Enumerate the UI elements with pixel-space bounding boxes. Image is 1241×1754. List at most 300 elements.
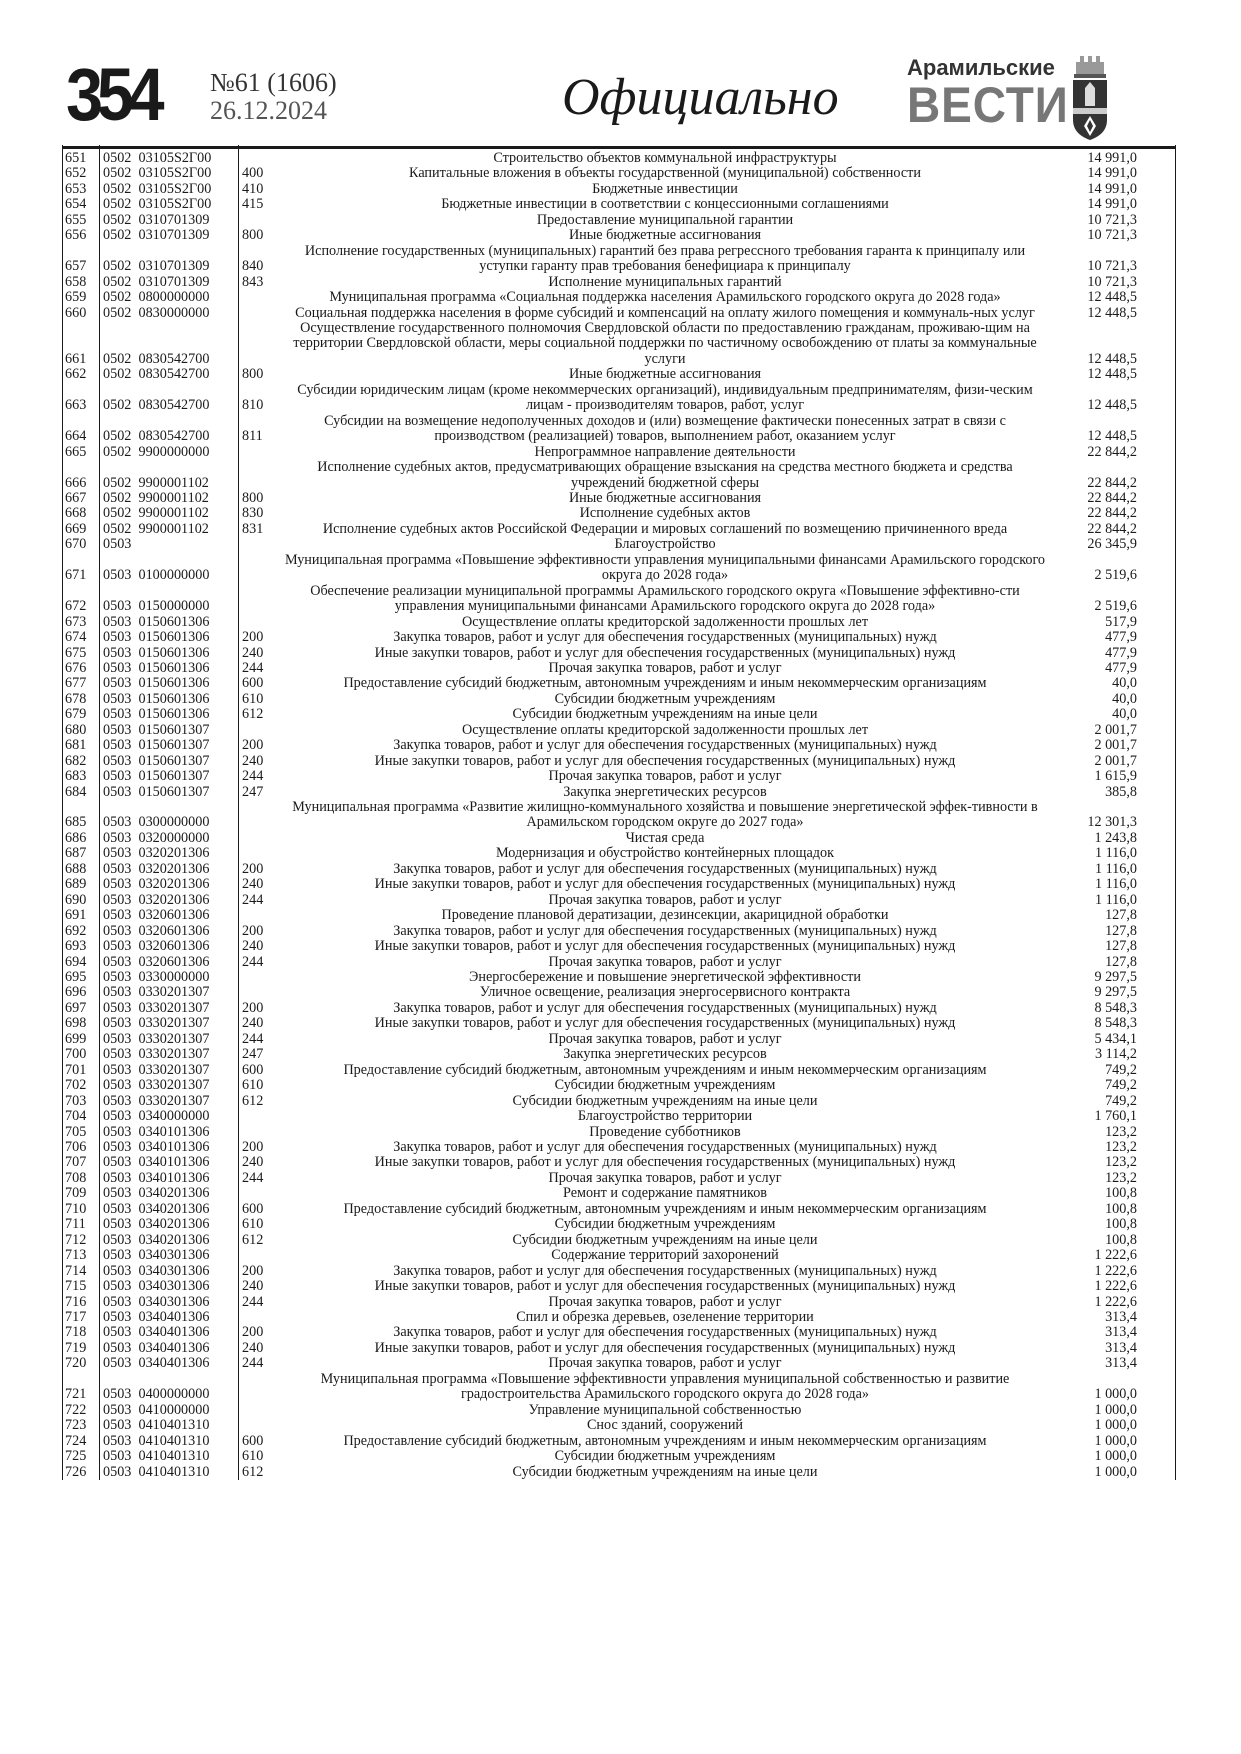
section-code: 0502 xyxy=(103,273,132,290)
section-code: 0503 xyxy=(103,1339,132,1356)
row-number: 693 xyxy=(62,939,100,954)
table-right-border xyxy=(1141,1217,1176,1232)
table-row xyxy=(62,1155,1176,1170)
row-number: 670 xyxy=(62,537,100,552)
brand-top-text: Арамильские xyxy=(907,55,1055,80)
row-amount: 127,8 xyxy=(1105,938,1137,955)
row-amount: 1 116,0 xyxy=(1094,891,1137,908)
target-code: 0340101306 xyxy=(138,1123,210,1140)
table-right-border xyxy=(1141,661,1176,676)
section-code: 0503 xyxy=(103,969,132,986)
row-description: Благоустройство территории xyxy=(577,1108,753,1125)
row-number: 703 xyxy=(62,1094,100,1109)
row-amount: 123,2 xyxy=(1105,1154,1137,1171)
target-code: 03105S2Г00 xyxy=(138,180,212,197)
section-code: 0503 xyxy=(103,752,132,769)
table-right-border xyxy=(1141,955,1176,970)
table-row xyxy=(62,445,1176,460)
table-row xyxy=(62,1016,1176,1031)
page-header xyxy=(62,40,1176,148)
row-description: Прочая закупка товаров, работ и услуг xyxy=(548,768,782,785)
table-right-border xyxy=(1141,1109,1176,1124)
table-right-border xyxy=(1141,893,1176,908)
row-number: 708 xyxy=(62,1171,100,1186)
section-and-target-code xyxy=(100,1372,239,1403)
section-and-target-code xyxy=(100,1140,239,1155)
section-code: 0503 xyxy=(103,1139,132,1155)
table-row xyxy=(62,939,1176,954)
row-number: 654 xyxy=(62,197,100,212)
expense-type-code: 244 xyxy=(242,1169,264,1186)
expense-type-code: 612 xyxy=(242,1463,264,1480)
row-number: 660 xyxy=(62,306,100,321)
section-and-target-code xyxy=(100,213,239,228)
target-code: 0340101306 xyxy=(138,1139,210,1155)
section-code: 0503 xyxy=(103,1200,132,1217)
row-amount: 123,2 xyxy=(1105,1169,1137,1186)
expense-type-code: 240 xyxy=(242,876,264,893)
section-code: 0503 xyxy=(103,721,132,738)
section-code: 0503 xyxy=(103,659,132,676)
row-description: Субсидии бюджетным учреждениям xyxy=(554,1216,776,1233)
table-right-border xyxy=(1141,970,1176,985)
row-number: 671 xyxy=(62,553,100,584)
section-and-target-code xyxy=(100,1063,239,1078)
row-amount: 22 844,2 xyxy=(1087,520,1137,537)
section-and-target-code xyxy=(100,1001,239,1016)
row-description: Бюджетные инвестиции xyxy=(592,180,738,197)
row-description: Закупка товаров, работ и услуг для обеспечения государственных (муниципальных) нужд xyxy=(393,629,937,646)
section-and-target-code xyxy=(100,1109,239,1124)
row-amount: 100,8 xyxy=(1105,1200,1137,1217)
row-number: 723 xyxy=(62,1418,100,1433)
target-code: 0320000000 xyxy=(138,829,210,846)
section-and-target-code xyxy=(100,537,239,552)
section-and-target-code xyxy=(100,1032,239,1047)
row-number: 662 xyxy=(62,367,100,382)
section-code: 0503 xyxy=(103,1216,132,1233)
row-description: Муниципальная программа «Социальная поддержка населения Арамильского городского округа до 2028 года» xyxy=(329,289,1001,306)
target-code: 0150601306 xyxy=(138,613,210,630)
section-code: 0502 xyxy=(103,428,132,445)
table-right-border xyxy=(1141,939,1176,954)
target-code: 0340401306 xyxy=(138,1308,210,1325)
target-code: 0310701309 xyxy=(138,227,210,244)
row-amount: 5 434,1 xyxy=(1094,1030,1137,1047)
row-number: 653 xyxy=(62,182,100,197)
target-code: 0340101306 xyxy=(138,1169,210,1186)
table-right-border xyxy=(1141,1078,1176,1093)
target-code: 0340401306 xyxy=(138,1339,210,1356)
section-code: 0503 xyxy=(103,891,132,908)
expense-type-code: 612 xyxy=(242,706,264,723)
target-code: 0340301306 xyxy=(138,1262,210,1279)
row-amount: 10 721,3 xyxy=(1087,227,1137,244)
table-row xyxy=(62,1140,1176,1155)
row-amount: 749,2 xyxy=(1105,1077,1137,1094)
table-right-border xyxy=(1141,707,1176,722)
row-number: 689 xyxy=(62,877,100,892)
row-number: 694 xyxy=(62,955,100,970)
row-amount: 1 116,0 xyxy=(1094,860,1137,877)
row-number: 714 xyxy=(62,1264,100,1279)
target-code: 0830542700 xyxy=(138,428,210,445)
section-and-target-code xyxy=(100,723,239,738)
row-description: Прочая закупка товаров, работ и услуг xyxy=(548,953,782,970)
expense-type-code: 200 xyxy=(242,860,264,877)
target-code: 0340201306 xyxy=(138,1200,210,1217)
row-amount: 12 301,3 xyxy=(1087,814,1137,831)
table-right-border xyxy=(1141,1125,1176,1140)
row-description: Бюджетные инвестиции в соответствии с концессионными соглашениями xyxy=(441,196,889,213)
section-code: 0503 xyxy=(103,1355,132,1372)
row-number: 706 xyxy=(62,1140,100,1155)
row-number: 699 xyxy=(62,1032,100,1047)
expense-type-code: 200 xyxy=(242,1262,264,1279)
section-and-target-code xyxy=(100,553,239,584)
table-right-border xyxy=(1141,1264,1176,1279)
row-amount: 12 448,5 xyxy=(1087,350,1137,367)
row-amount: 1 222,6 xyxy=(1094,1262,1137,1279)
table-row xyxy=(62,414,1176,445)
row-amount: 313,4 xyxy=(1105,1355,1137,1372)
table-right-border xyxy=(1141,1171,1176,1186)
section-and-target-code xyxy=(100,1016,239,1031)
expense-type-code: 244 xyxy=(242,1355,264,1372)
row-number: 707 xyxy=(62,1155,100,1170)
row-description: Исполнение муниципальных гарантий xyxy=(548,273,782,290)
row-number: 676 xyxy=(62,661,100,676)
target-code: 0150601306 xyxy=(138,690,210,707)
table-row xyxy=(62,1465,1176,1480)
table-row xyxy=(62,646,1176,661)
table-right-border xyxy=(1141,1325,1176,1340)
table-right-border xyxy=(1141,615,1176,630)
table-row xyxy=(62,1078,1176,1093)
section-and-target-code xyxy=(100,1403,239,1418)
target-code: 0300000000 xyxy=(138,814,210,831)
table-right-border xyxy=(1141,491,1176,506)
section-and-target-code xyxy=(100,522,239,537)
table-row xyxy=(62,1233,1176,1248)
section-and-target-code xyxy=(100,321,239,367)
section-code: 0502 xyxy=(103,227,132,244)
row-description: Субсидии бюджетным учреждениям xyxy=(554,1077,776,1094)
table-right-border xyxy=(1141,367,1176,382)
row-amount: 1 000,0 xyxy=(1094,1417,1137,1434)
row-amount: 313,4 xyxy=(1105,1308,1137,1325)
section-and-target-code xyxy=(100,1233,239,1248)
table-row xyxy=(62,1325,1176,1340)
row-number: 715 xyxy=(62,1279,100,1294)
row-amount: 477,9 xyxy=(1105,659,1137,676)
row-number: 674 xyxy=(62,630,100,645)
table-right-border xyxy=(1141,1295,1176,1310)
table-row xyxy=(62,676,1176,691)
target-code: 0320201306 xyxy=(138,845,210,862)
section-code: 0503 xyxy=(103,1123,132,1140)
target-code: 0150601307 xyxy=(138,783,210,800)
table-row xyxy=(62,306,1176,321)
section-code: 0502 xyxy=(103,211,132,228)
section-and-target-code xyxy=(100,244,239,275)
row-number: 705 xyxy=(62,1125,100,1140)
expense-type-code: 240 xyxy=(242,752,264,769)
expense-type-code: 244 xyxy=(242,659,264,676)
row-amount: 385,8 xyxy=(1105,783,1137,800)
target-code: 0150601306 xyxy=(138,706,210,723)
target-code: 0150601306 xyxy=(138,644,210,661)
section-and-target-code xyxy=(100,1264,239,1279)
row-amount: 40,0 xyxy=(1112,690,1137,707)
row-number: 718 xyxy=(62,1325,100,1340)
table-right-border xyxy=(1141,723,1176,738)
row-amount: 8 548,3 xyxy=(1094,999,1137,1016)
table-right-border xyxy=(1141,197,1176,212)
table-row xyxy=(62,275,1176,290)
section-and-target-code xyxy=(100,1325,239,1340)
target-code: 0410401310 xyxy=(138,1432,210,1449)
row-number: 664 xyxy=(62,414,100,445)
expense-type-code: 240 xyxy=(242,644,264,661)
row-amount: 127,8 xyxy=(1105,907,1137,924)
section-code: 0503 xyxy=(103,1185,132,1202)
expense-type-code: 244 xyxy=(242,1030,264,1047)
expense-type-code: 200 xyxy=(242,999,264,1016)
row-number: 688 xyxy=(62,862,100,877)
table-row xyxy=(62,615,1176,630)
row-amount: 40,0 xyxy=(1112,675,1137,692)
row-description: Закупка товаров, работ и услуг для обеспечения государственных (муниципальных) нужд xyxy=(393,1262,937,1279)
section-code: 0502 xyxy=(103,505,132,522)
table-row xyxy=(62,166,1176,181)
section-and-target-code xyxy=(100,862,239,877)
section-and-target-code xyxy=(100,800,239,831)
target-code: 0340101306 xyxy=(138,1154,210,1171)
row-number: 724 xyxy=(62,1434,100,1449)
table-row xyxy=(62,985,1176,1000)
table-row xyxy=(62,553,1176,584)
section-code: 0503 xyxy=(103,876,132,893)
section-and-target-code xyxy=(100,630,239,645)
section-code: 0503 xyxy=(103,598,132,615)
row-description: Закупка энергетических ресурсов xyxy=(563,1046,767,1063)
table-right-border xyxy=(1141,244,1176,275)
target-code: 0400000000 xyxy=(138,1386,210,1403)
target-code: 0330201307 xyxy=(138,1030,210,1047)
table-row xyxy=(62,877,1176,892)
table-row xyxy=(62,1248,1176,1263)
table-row xyxy=(62,491,1176,506)
table-row xyxy=(62,1001,1176,1016)
table-row xyxy=(62,244,1176,275)
table-right-border xyxy=(1141,985,1176,1000)
row-description: Иные закупки товаров, работ и услуг для обеспечения государственных (муниципальных) нужд xyxy=(374,1154,956,1171)
table-row xyxy=(62,537,1176,552)
expense-type-code: 843 xyxy=(242,273,264,290)
section-code: 0503 xyxy=(103,536,132,553)
row-amount: 22 844,2 xyxy=(1087,443,1137,460)
row-amount: 1 760,1 xyxy=(1094,1108,1137,1125)
target-code: 0410000000 xyxy=(138,1401,210,1418)
row-number: 720 xyxy=(62,1356,100,1371)
table-row xyxy=(62,1403,1176,1418)
target-code: 0320601306 xyxy=(138,907,210,924)
row-amount: 1 000,0 xyxy=(1094,1386,1137,1403)
section-code: 0503 xyxy=(103,1154,132,1171)
row-description: Капитальные вложения в объекты государственной (муниципальной) собственности xyxy=(409,165,921,182)
section-and-target-code xyxy=(100,846,239,861)
target-code: 9900001102 xyxy=(138,505,209,522)
expense-type-code: 610 xyxy=(242,1448,264,1465)
row-number: 717 xyxy=(62,1310,100,1325)
section-code: 0503 xyxy=(103,1046,132,1063)
row-description: Исполнение судебных актов xyxy=(579,505,751,522)
row-description: Иные бюджетные ассигнования xyxy=(568,489,762,506)
row-description: Снос зданий, сооружений xyxy=(586,1417,744,1434)
section-and-target-code xyxy=(100,1078,239,1093)
table-row xyxy=(62,661,1176,676)
budget-table xyxy=(62,145,1176,1480)
row-amount: 10 721,3 xyxy=(1087,211,1137,228)
row-number: 702 xyxy=(62,1078,100,1093)
section-and-target-code xyxy=(100,661,239,676)
table-row xyxy=(62,785,1176,800)
expense-type-code: 244 xyxy=(242,891,264,908)
section-and-target-code xyxy=(100,182,239,197)
row-number: 722 xyxy=(62,1403,100,1418)
expense-type-code: 600 xyxy=(242,1432,264,1449)
row-number: 684 xyxy=(62,785,100,800)
target-code: 0150000000 xyxy=(138,598,210,615)
table-right-border xyxy=(1141,460,1176,491)
table-right-border xyxy=(1141,1032,1176,1047)
section-code: 0503 xyxy=(103,737,132,754)
target-code: 0330201307 xyxy=(138,999,210,1016)
section-and-target-code xyxy=(100,414,239,445)
row-description: Чистая среда xyxy=(625,829,705,846)
table-right-border xyxy=(1141,306,1176,321)
target-code: 0340000000 xyxy=(138,1108,210,1125)
table-right-border xyxy=(1141,676,1176,691)
section-and-target-code xyxy=(100,145,239,166)
table-row xyxy=(62,970,1176,985)
table-right-border xyxy=(1141,769,1176,784)
target-code: 0150601307 xyxy=(138,737,210,754)
section-code: 0503 xyxy=(103,613,132,630)
expense-type-code: 600 xyxy=(242,1061,264,1078)
row-description: Муниципальная программа «Повышение эффективности управления муниципальными финансами Арамильского городского округа до 2028 года» xyxy=(284,551,1046,584)
row-amount: 127,8 xyxy=(1105,922,1137,939)
table-right-border xyxy=(1141,1063,1176,1078)
target-code: 0340301306 xyxy=(138,1247,210,1264)
expense-type-code: 800 xyxy=(242,366,264,383)
row-description: Проведение субботников xyxy=(589,1123,741,1140)
table-right-border xyxy=(1141,908,1176,923)
table-row xyxy=(62,228,1176,243)
section-code: 0503 xyxy=(103,922,132,939)
table-row xyxy=(62,1418,1176,1433)
row-amount: 2 001,7 xyxy=(1094,721,1137,738)
section-and-target-code xyxy=(100,676,239,691)
section-code: 0503 xyxy=(103,953,132,970)
expense-type-code: 200 xyxy=(242,922,264,939)
table-row xyxy=(62,1109,1176,1124)
table-right-border xyxy=(1141,275,1176,290)
row-description: Социальная поддержка населения в форме субсидий и компенсаций на оплату жилого помещения и коммуналь-ных услуг xyxy=(295,304,1035,321)
row-description: Иные бюджетные ассигнования xyxy=(568,366,762,383)
table-row xyxy=(62,738,1176,753)
section-and-target-code xyxy=(100,445,239,460)
row-number: 658 xyxy=(62,275,100,290)
section-and-target-code xyxy=(100,1310,239,1325)
row-description: Энергосбережение и повышение энергетической эффективности xyxy=(469,969,861,986)
row-number: 716 xyxy=(62,1295,100,1310)
target-code: 0320601306 xyxy=(138,922,210,939)
section-and-target-code xyxy=(100,877,239,892)
section-and-target-code xyxy=(100,460,239,491)
table-right-border xyxy=(1141,537,1176,552)
section-and-target-code xyxy=(100,769,239,784)
row-amount: 123,2 xyxy=(1105,1139,1137,1155)
table-row xyxy=(62,1356,1176,1371)
row-amount: 1 000,0 xyxy=(1094,1401,1137,1418)
section-code: 0503 xyxy=(103,783,132,800)
table-row xyxy=(62,182,1176,197)
table-row xyxy=(62,692,1176,707)
section-code: 0503 xyxy=(103,1293,132,1310)
row-description: Субсидии юридическим лицам (кроме некоммерческих организаций), индивидуальным предпринимателям, физи-ческим лицам - производителям товаров, работ, услуг xyxy=(297,381,1033,414)
row-description: Прочая закупка товаров, работ и услуг xyxy=(548,1355,782,1372)
row-amount: 1 243,8 xyxy=(1094,829,1137,846)
table-right-border xyxy=(1141,831,1176,846)
section-and-target-code xyxy=(100,383,239,414)
expense-type-code: 240 xyxy=(242,1278,264,1295)
table-right-border xyxy=(1141,1001,1176,1016)
row-amount: 749,2 xyxy=(1105,1061,1137,1078)
expense-type-code: 800 xyxy=(242,227,264,244)
row-number: 655 xyxy=(62,213,100,228)
section-code: 0502 xyxy=(103,304,132,321)
row-amount: 12 448,5 xyxy=(1087,397,1137,414)
row-number: 678 xyxy=(62,692,100,707)
target-code: 9900001102 xyxy=(138,489,209,506)
section-and-target-code xyxy=(100,1356,239,1371)
row-number: 680 xyxy=(62,723,100,738)
section-code: 0502 xyxy=(103,443,132,460)
expense-type-code: 247 xyxy=(242,1046,264,1063)
table-right-border xyxy=(1141,506,1176,521)
row-amount: 1 222,6 xyxy=(1094,1278,1137,1295)
expense-type-code: 612 xyxy=(242,1092,264,1109)
section-and-target-code xyxy=(100,491,239,506)
row-description: Осуществление оплаты кредиторской задолженности прошлых лет xyxy=(461,721,869,738)
expense-type-code: 610 xyxy=(242,690,264,707)
row-description: Муниципальная программа «Развитие жилищно-коммунального хозяйства и повышение энергетической эффек-тивности в Арамильском городском округе до 2027 года» xyxy=(292,799,1038,831)
row-number: 656 xyxy=(62,228,100,243)
table-row xyxy=(62,754,1176,769)
row-number: 652 xyxy=(62,166,100,181)
section-and-target-code xyxy=(100,1047,239,1062)
table-row xyxy=(62,800,1176,831)
row-description: Прочая закупка товаров, работ и услуг xyxy=(548,891,782,908)
table-row xyxy=(62,862,1176,877)
row-description: Иные закупки товаров, работ и услуг для обеспечения государственных (муниципальных) нужд xyxy=(374,876,956,893)
row-amount: 40,0 xyxy=(1112,706,1137,723)
section-and-target-code xyxy=(100,1202,239,1217)
table-right-border xyxy=(1141,1155,1176,1170)
section-code: 0503 xyxy=(103,999,132,1016)
